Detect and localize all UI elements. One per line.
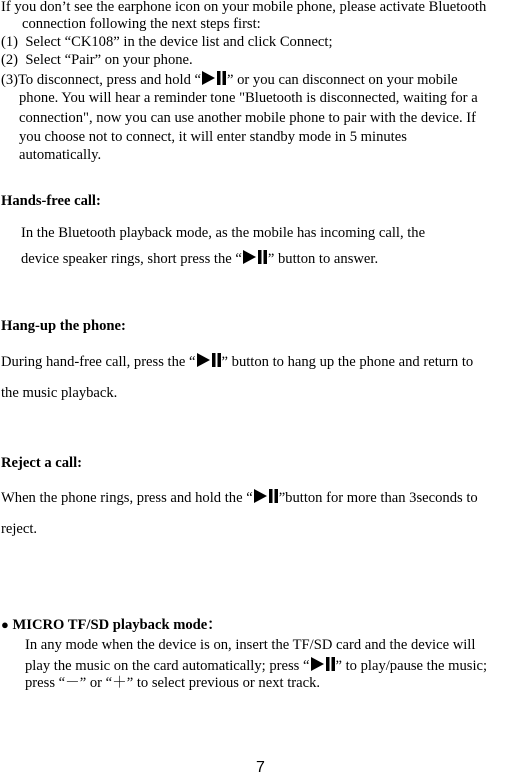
hangup-line-1: During hand-free call, press the “ ” button to hang up the phone and return to: [1, 351, 473, 371]
step-3-line-5: automatically.: [19, 147, 102, 163]
step-3-line-4: you choose not to connect, it will enter standby mode in 5 minutes: [19, 129, 407, 145]
reject-line-1: When the phone rings, press and hold the “ ”button for more than 3seconds to: [1, 487, 478, 507]
intro-line-1: If you don’t see the earphone icon on your mobile phone, please activate Bluetooth: [1, 0, 487, 15]
play-pause-icon: [310, 655, 336, 673]
step-3-line-1: (3)To disconnect, press and hold “ ” or you can disconnect on your mobile: [1, 69, 458, 89]
step-3-line-3: connection", now you can use another mobile phone to pair with the device. If: [19, 110, 477, 126]
play-pause-icon: [253, 487, 279, 505]
handsfree-line-1: In the Bluetooth playback mode, as the mobile has incoming call, the: [21, 225, 426, 241]
hangup-heading: Hang-up the phone:: [1, 318, 126, 334]
step-3-line-2: phone. You will hear a reminder tone "Bluetooth is disconnected, waiting for a: [19, 90, 478, 106]
micro-line-1: In any mode when the device is on, insert the TF/SD card and the device will: [25, 637, 476, 653]
reject-line-2: reject.: [1, 521, 38, 537]
play-pause-icon: [196, 351, 222, 369]
hangup-line-2: the music playback.: [1, 385, 118, 401]
micro-line-2: play the music on the card automatically; press “ ” to play/pause the music;: [25, 655, 487, 675]
handsfree-heading: Hands-free call:: [1, 193, 101, 209]
micro-line-3: press “－” or “＋” to select previous or next track.: [25, 675, 321, 691]
play-pause-icon: [201, 69, 227, 87]
intro-line-2: connection following the next steps first:: [22, 16, 261, 32]
page-number: 7: [256, 759, 265, 776]
reject-heading: Reject a call:: [1, 455, 83, 471]
play-pause-icon: [242, 248, 268, 266]
handsfree-line-2: device speaker rings, short press the “ ” button to answer.: [21, 248, 378, 268]
bullet-icon: ●: [1, 617, 9, 632]
step-1: (1) Select “CK108” in the device list and click Connect;: [1, 34, 333, 50]
step-2: (2) Select “Pair” on your phone.: [1, 52, 193, 68]
micro-heading: ● MICRO TF/SD playback mode：: [1, 617, 222, 633]
